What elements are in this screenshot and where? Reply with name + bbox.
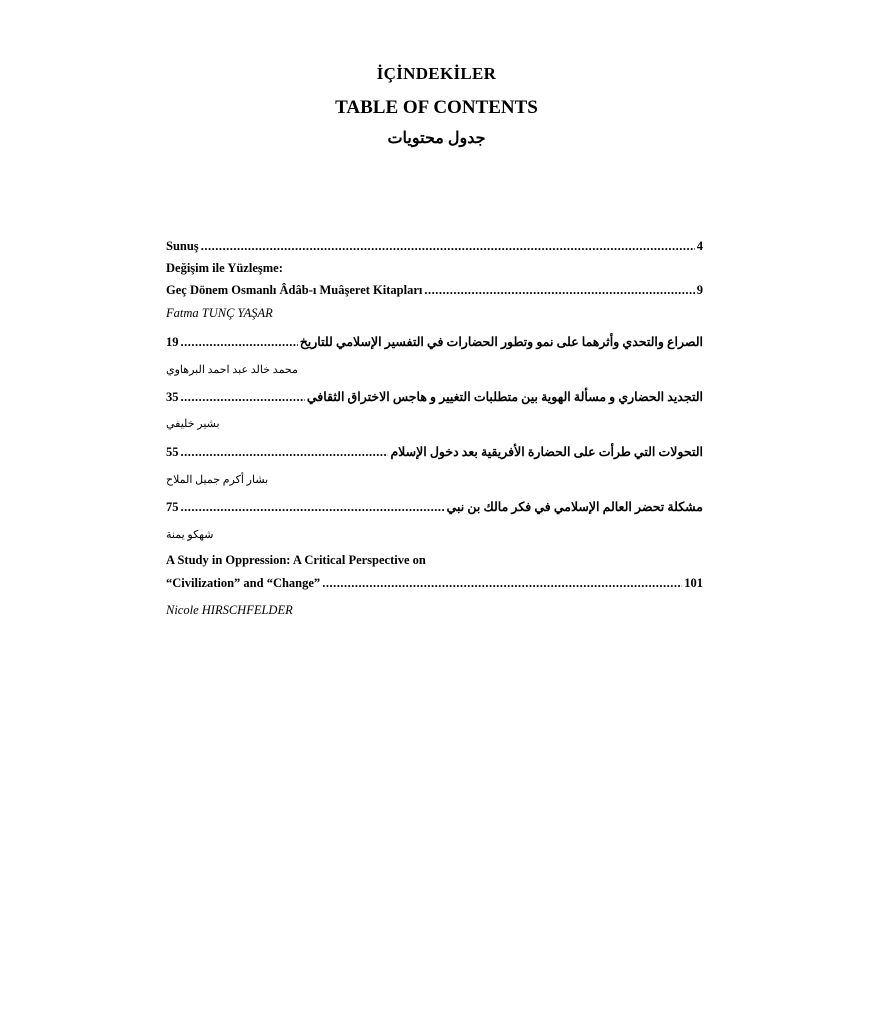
dot-leader [424,280,694,300]
dot-leader [181,442,389,462]
toc-entry-author: Fatma TUNÇ YAŞAR [166,306,273,320]
toc-entry-page: 75 [166,500,179,514]
toc-entry-title: التجديد الحضاري و مسألة الهوية بين متطلبات التغيير و هاجس الاختراق الثقافي [306,390,703,404]
dot-leader [181,332,298,352]
toc-entry-author-text: شهكو يمنة [166,529,214,541]
toc-entry-arabic-2[interactable] [166,387,703,407]
toc-entry-author-text: محمد خالد عبد احمد البرهاوي [166,364,298,376]
toc-entry-title-line: A Study in Oppression: A Critical Perspective on [166,553,426,567]
toc-entry-author-text: بشار أكرم جميل الملاح [166,474,269,486]
toc-entry-study[interactable] [166,573,703,593]
dot-leader [322,573,682,593]
toc-entry-title: Sunuş [166,239,199,253]
toc-entry-title: Geç Dönem Osmanlı Âdâb-ı Muâşeret Kitapları [166,283,423,297]
toc-entry-title: “Civilization” and “Change” [166,576,321,590]
title-english: TABLE OF CONTENTS [335,97,538,118]
toc-entry-author [166,414,703,434]
toc-entry-title-line: Değişim ile Yüzleşme: [166,261,283,275]
dot-leader [201,236,695,256]
toc-entry-page: 9 [696,283,703,297]
title-turkish: İÇİNDEKİLER [376,64,497,83]
title-arabic: جدول محتويات [387,130,486,147]
toc-entry-arabic-3[interactable] [166,442,703,462]
toc-entry-page: 101 [684,576,703,590]
toc-entry-title: الصراع والتحدي وأثرهما على نمو وتطور الحضارات في التفسير الإسلامي للتاريخ [299,335,703,349]
toc-entry-degisim[interactable] [166,280,703,300]
toc-entry-arabic-1[interactable] [166,332,703,352]
toc-entry-title: التحولات التي طرأت على الحضارة الأفريقية بعد دخول الإسلام [390,445,703,459]
toc-entry-page: 19 [166,335,179,349]
toc-entry-author [166,360,703,380]
toc-entry-arabic-4[interactable] [166,497,703,517]
dot-leader [181,387,305,407]
toc-entry-author [166,470,703,490]
toc-entry-title: مشكلة تحضر العالم الإسلامي في فكر مالك بن نبي [446,500,703,514]
toc-entry-sunus[interactable] [166,236,703,256]
toc-entry-page: 35 [166,390,179,404]
toc-entry-author-text: بشير خليفي [166,418,220,430]
toc-entry-page: 4 [696,239,703,253]
toc-entry-author [166,525,703,545]
toc-entry-page: 55 [166,445,179,459]
dot-leader [181,497,445,517]
toc-entry-author: Nicole HIRSCHFELDER [166,603,293,617]
